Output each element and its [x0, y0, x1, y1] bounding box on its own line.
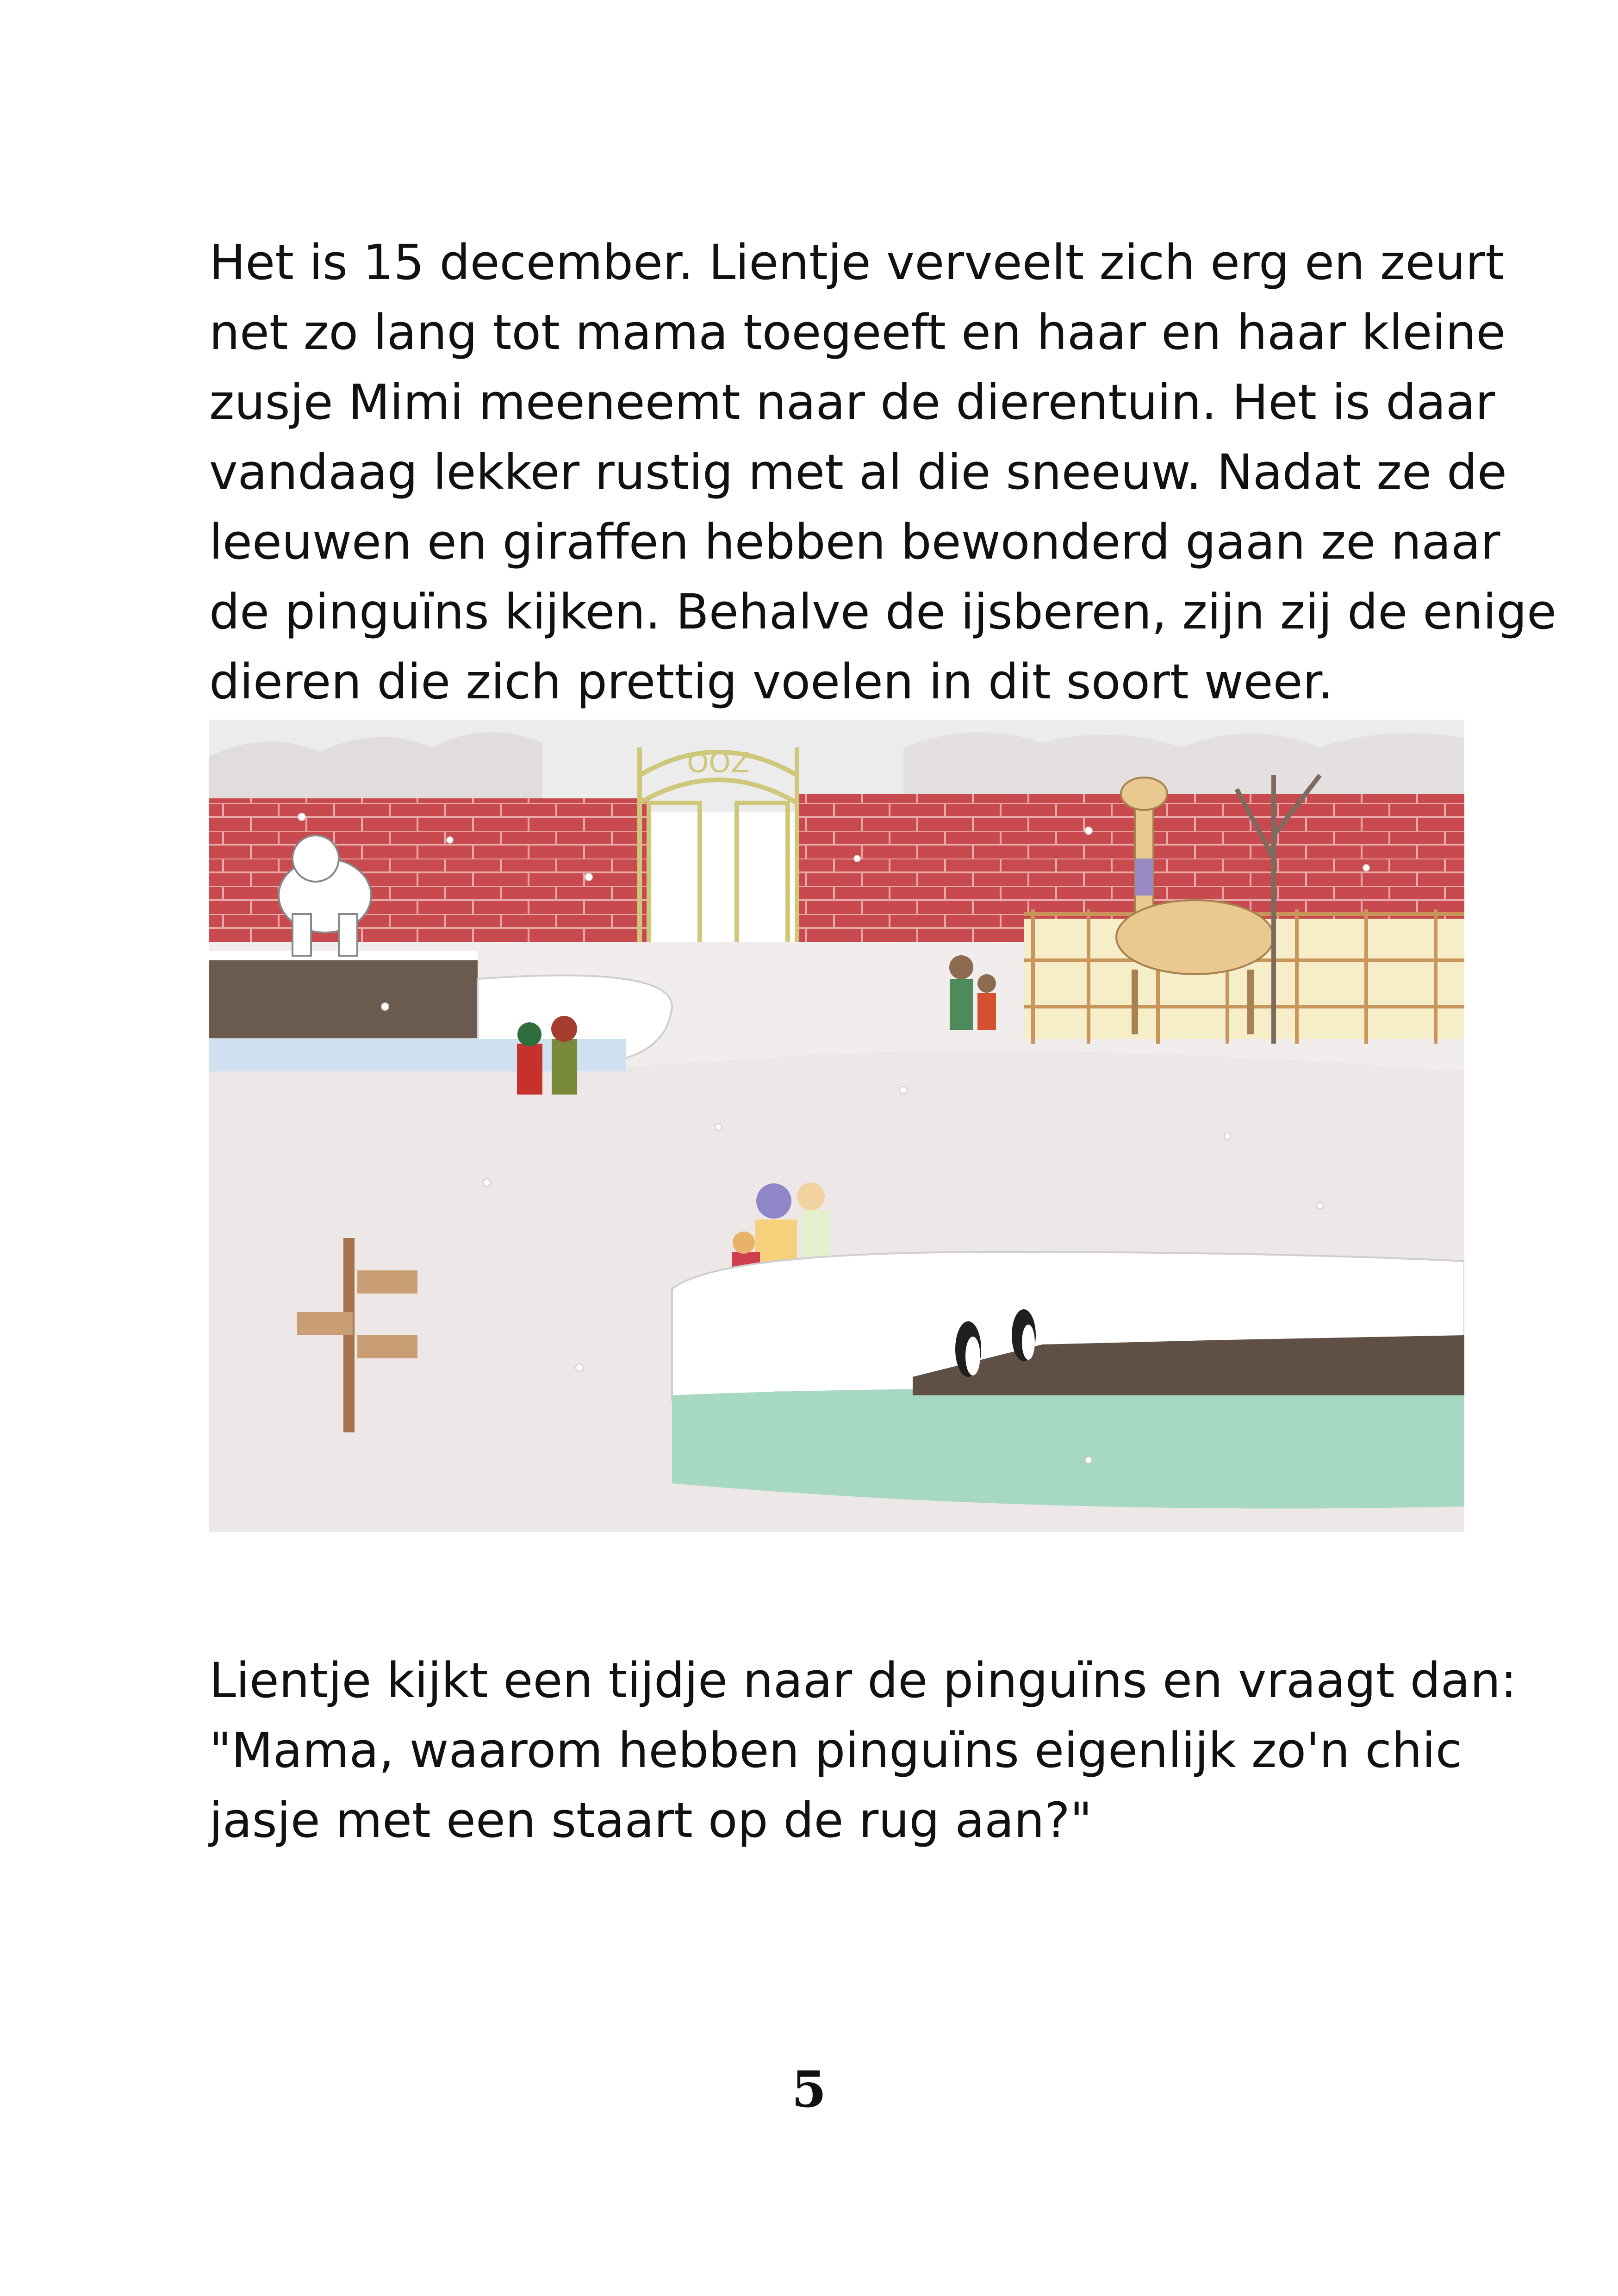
text-line: vandaag lekker rustig met al die sneeuw. Nadat ze de	[209, 444, 1507, 500]
text-line: jasje met een staart op de rug aan?"	[209, 1792, 1092, 1848]
zoo-sign: ZOO	[687, 745, 750, 778]
text-line: zusje Mimi meeneemt naar de dierentuin. Het is daar	[209, 374, 1495, 430]
page-number: 5	[791, 2060, 827, 2119]
zoo-illustration	[209, 720, 1464, 1532]
text-line: leeuwen en giraffen hebben bewonderd gaan ze naar	[209, 514, 1500, 570]
text-line: net zo lang tot mama toegeeft en haar en haar kleine	[209, 304, 1506, 361]
text-line: "Mama, waarom hebben pinguïns eigenlijk zo'n chic	[209, 1722, 1462, 1779]
text-line: Lientje kijkt een tijdje naar de pinguïns en vraagt dan:	[209, 1652, 1517, 1709]
text-line: Het is 15 december. Lientje verveelt zich erg en zeurt	[209, 234, 1504, 291]
penguin-pool	[672, 1252, 1464, 1508]
text-line: dieren die zich prettig voelen in dit soort weer.	[209, 653, 1333, 710]
paragraph-question	[209, 1646, 1517, 1855]
paragraph-intro	[209, 228, 1557, 717]
text-line: de pinguïns kijken. Behalve de ijsberen, zijn zij de enige	[209, 584, 1557, 640]
